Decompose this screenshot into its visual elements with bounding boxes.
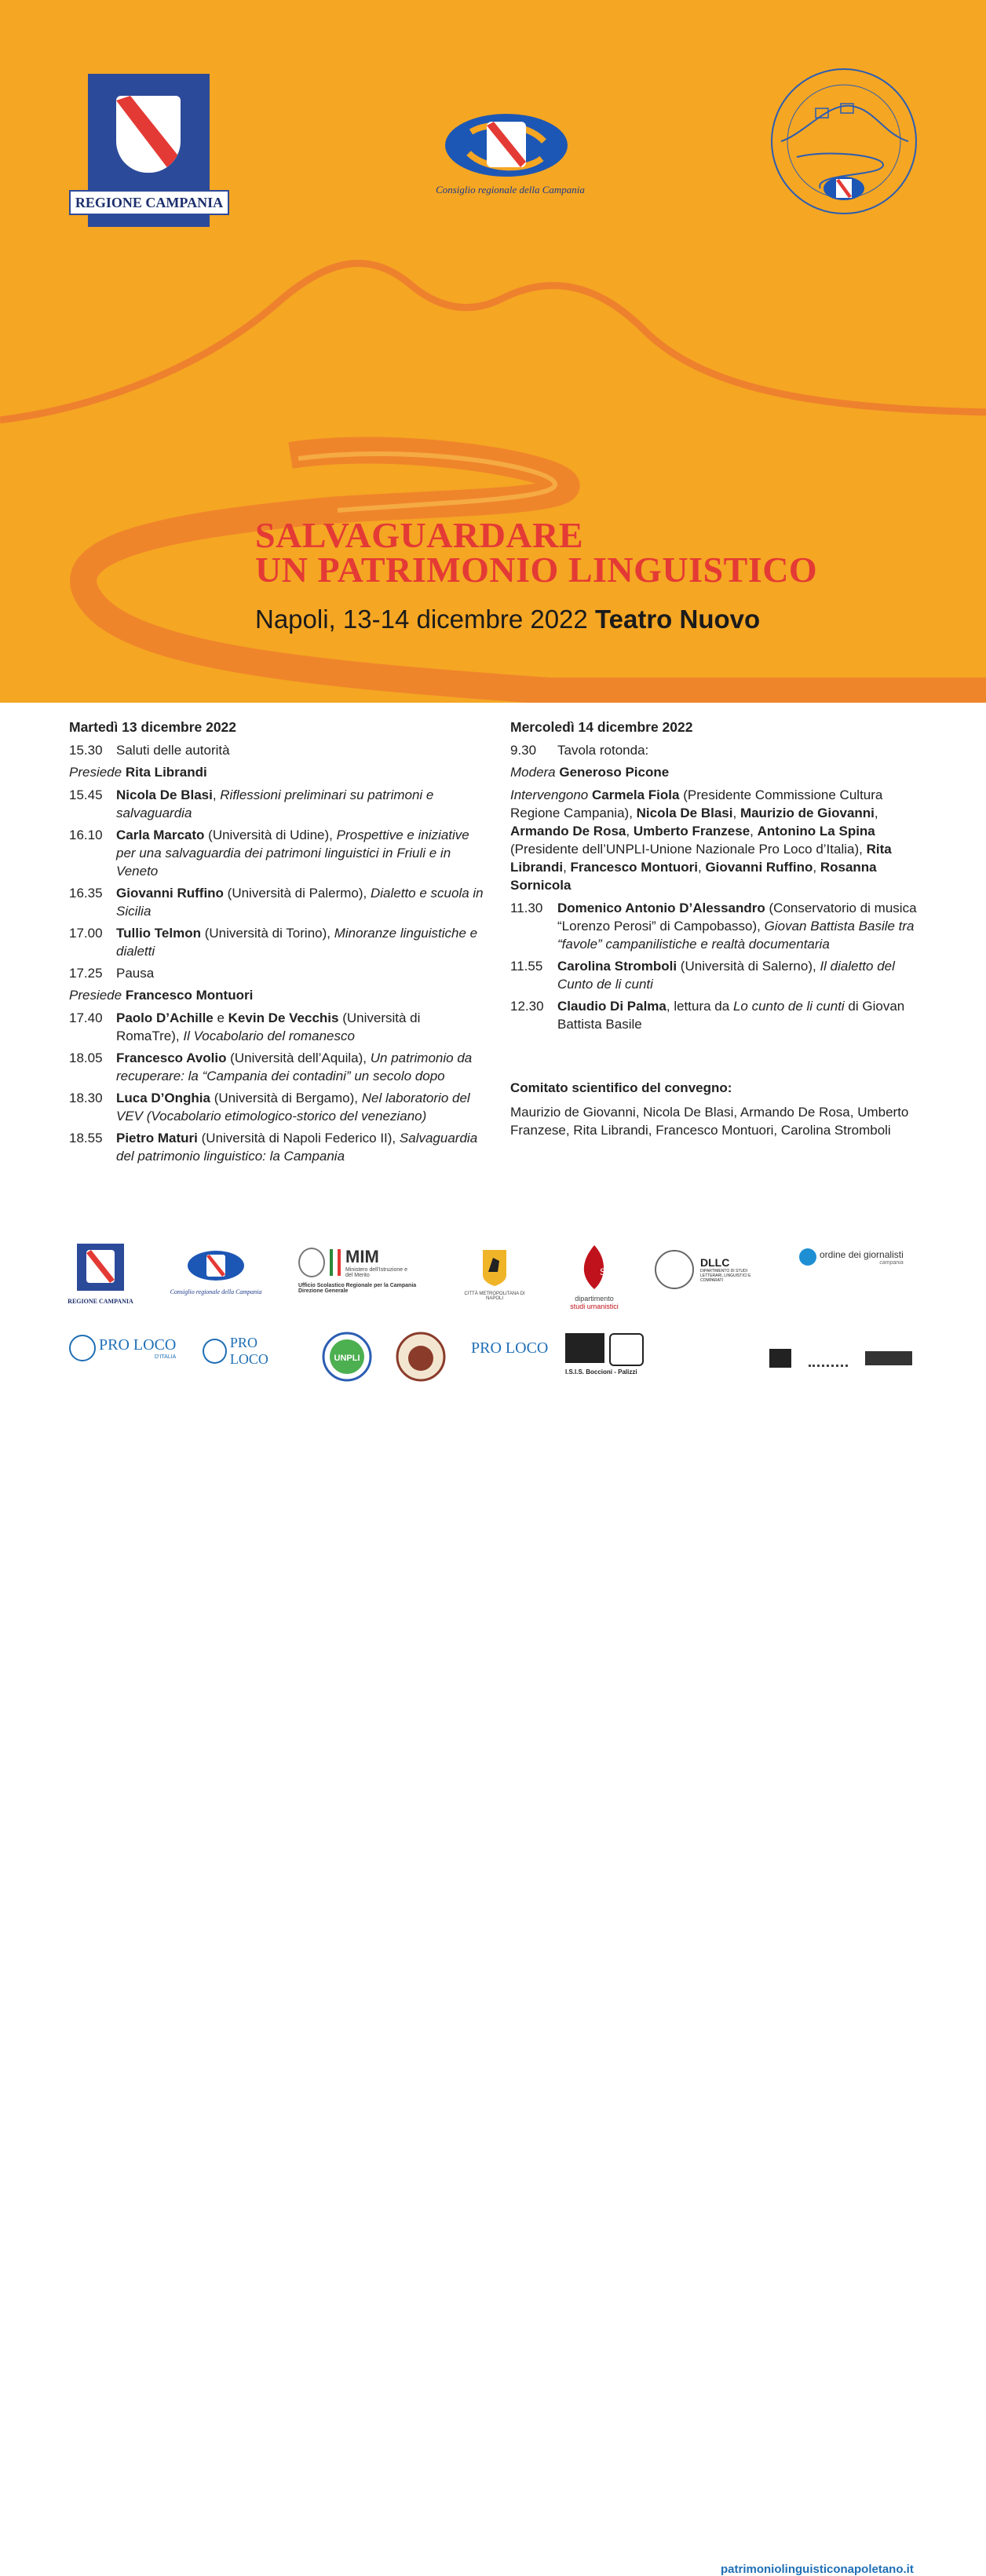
speaker-name: Rita Librandi: [510, 842, 892, 875]
speaker-name: Nicola De Blasi: [636, 806, 733, 820]
mim-logo: MIM Ministero dell’Istruzione e del Merito Ufficio Scolastico Regionale per la Campania Direzione Generale: [298, 1247, 417, 1294]
item-time: 17.00: [69, 926, 103, 941]
speaker-affiliation: (Università di Palermo),: [223, 886, 367, 901]
moderator-label: Modera: [510, 765, 556, 780]
item-time: 11.55: [510, 959, 543, 974]
item-time: 11.30: [510, 901, 543, 915]
item-time: 18.55: [69, 1131, 103, 1145]
speaker-name: Claudio Di Palma: [557, 999, 666, 1014]
talk-title: Il Vocabolario del romanesco: [183, 1029, 355, 1043]
sponsor-logos: [0, 1233, 986, 2576]
republic-emblem-icon: [298, 1248, 325, 1277]
day1-heading: Martedì 13 dicembre 2022: [69, 719, 237, 735]
committee-members: Maurizio de Giovanni, Nicola De Blasi, Armando De Rosa, Umberto Franzese, Rita Librandi, Francesco Montuori, Carolina Stromboli: [510, 1105, 909, 1138]
speaker-affiliation: (Università di Salerno),: [677, 959, 816, 974]
talk-title: Riflessioni preliminari su patrimoni e salvaguardia: [116, 787, 434, 820]
comitato-seal-icon: [765, 63, 922, 228]
programme-day1: [69, 718, 485, 1169]
poster-header: [0, 0, 986, 703]
speaker-name: Carolina Stromboli: [557, 959, 677, 974]
speaker-name: Giovanni Ruffino: [116, 886, 224, 901]
su-mark: SU: [600, 1266, 613, 1277]
campania-shield-icon: [116, 96, 181, 173]
speaker-name: Paolo D’Achille: [116, 1010, 214, 1025]
speaker-name: Domenico Antonio D’Alessandro: [557, 901, 765, 915]
speaker-affiliation: (Università di Bergamo),: [210, 1091, 358, 1105]
regione-campania-label: REGIONE CAMPANIA: [69, 190, 229, 215]
speaker-name: Kevin De Vecchis: [228, 1010, 339, 1025]
speaker-affiliation: (Università di Napoli Federico II),: [197, 1131, 396, 1145]
day2-heading: Mercoledì 14 dicembre 2022: [510, 719, 693, 735]
speaker-name: Pietro Maturi: [116, 1131, 198, 1145]
proloco-campania-logo: PRO LOCO: [203, 1335, 297, 1371]
event-title-line2: UN PATRIMONIO LINGUISTICO: [255, 550, 818, 590]
website-link[interactable]: patrimoniolinguisticonapoletano.it: [721, 2563, 914, 2576]
speaker-note: (Presidente dell’UNPLI-Unione Nazionale Pro Loco d’Italia),: [510, 842, 867, 857]
speaker-conjunction: e: [213, 1010, 228, 1025]
programme-item: [69, 1009, 485, 1045]
programme-item: [510, 997, 918, 1033]
programme-item: [69, 964, 485, 982]
talk-title: Il dialetto del Cunto de li cunti: [557, 959, 895, 992]
event-subtitle: [255, 605, 760, 634]
speaker-name: Francesco Montuori: [570, 860, 698, 875]
consiglio-small-logo: Consiglio regionale della Campania: [165, 1248, 267, 1303]
speaker-name: Umberto Franzese: [633, 824, 750, 839]
regione-mini-icon: [769, 1349, 791, 1368]
speaker-name: Giovanni Ruffino: [705, 860, 813, 875]
item-text: , lettura da: [666, 999, 733, 1014]
chair-name: Rita Librandi: [125, 765, 207, 780]
dllc-seal-icon: [655, 1250, 694, 1289]
programme-item: [69, 741, 485, 759]
speaker-name: Rosanna Sornicola: [510, 860, 877, 893]
speaker-note: (Presidente Commissione Cultura Regione Campania),: [510, 787, 883, 820]
unpli-napoli-logo: [322, 1332, 372, 1382]
speaker-name: Luca D’Onghia: [116, 1091, 210, 1105]
item-time: 18.05: [69, 1050, 103, 1065]
item-time: 17.40: [69, 1010, 103, 1025]
speaker-affiliation: (Università di Udine),: [204, 828, 333, 842]
proloco-napoli-seal: [396, 1332, 446, 1382]
partner-mini-icon: [809, 1350, 848, 1367]
dllc-logo: DLLC DIPARTIMENTO DI STUDI LETTERARI, LINGUISTICI E COMPARATI: [655, 1250, 772, 1297]
item-text: di Giovan Battista Basile: [557, 999, 905, 1032]
speaker-name: Tullio Telmon: [116, 926, 201, 941]
proloco-italia-logo: PRO LOCO D’ITALIA: [69, 1335, 179, 1371]
moderator-line: [510, 763, 918, 781]
chair-label: Presiede: [69, 988, 122, 1003]
item-time: 16.35: [69, 886, 103, 901]
item-time: 9.30: [510, 743, 537, 758]
school-building-icon: [565, 1333, 604, 1363]
citta-metropolitana-logo: CITTÀ METROPOLITANA DI NAPOLI: [463, 1248, 526, 1311]
programme-item: [69, 1089, 485, 1125]
studi-umanistici-logo: SU dipartimento studi umanistici: [559, 1244, 630, 1322]
work-title: Lo cunto de li cunti: [732, 999, 845, 1014]
consiglio-regionale-logo: [428, 110, 585, 204]
talk-title: Minoranze linguistiche e dialetti: [116, 926, 478, 959]
item-text: Saluti delle autorità: [116, 743, 230, 758]
item-time: 12.30: [510, 999, 544, 1014]
roundtable-speakers: Intervengono Carmela Fiola (Presidente Commissione Cultura Regione Campania), Nicola De Blasi, Maurizio de Giovanni, Armando De Rosa, Umberto Franzese, Antonino La Spina (Presidente dell’UNPLI-Unione Nazionale Pro Loco d’Italia), Rita Librandi, Francesco Montuori, Giovanni Ruffino, Rosanna Sornicola: [510, 787, 892, 893]
speaker-name: Antonino La Spina: [757, 824, 875, 839]
speaker-name: Carla Marcato: [116, 828, 205, 842]
event-title-line1: SALVAGUARDARE: [255, 515, 584, 555]
speaker-name: Francesco Avolio: [116, 1050, 227, 1065]
regione-campania-small-logo: REGIONE CAMPANIA: [64, 1244, 137, 1306]
programme-item: [510, 741, 918, 759]
programme-item: [69, 1049, 485, 1085]
speaker-name: Carmela Fiola: [591, 787, 680, 802]
speaker-affiliation: (Università dell’Aquila),: [226, 1050, 367, 1065]
event-venue: Teatro Nuovo: [594, 605, 761, 634]
chair-label: Presiede: [69, 765, 122, 780]
event-place-date: Napoli, 13-14 dicembre 2022: [255, 605, 588, 634]
programme-item: [510, 899, 918, 953]
proloco-villaricca-logo: PRO LOCO: [471, 1339, 549, 1357]
programme-item: [69, 1129, 485, 1165]
chair-line: [69, 986, 485, 1004]
talk-title: Nel laboratorio del VEV (Vocabolario etimologico-storico del veneziano): [116, 1091, 470, 1124]
giornalisti-icon: [799, 1248, 816, 1266]
chair-name: Francesco Montuori: [125, 988, 254, 1003]
horse-icon: [609, 1333, 644, 1366]
consiglio-emblem-icon: [428, 110, 585, 181]
ordine-giornalisti-logo: ordine dei giornalisti campania: [799, 1248, 940, 1280]
item-time: 15.30: [69, 743, 103, 758]
chair-line: [69, 763, 485, 781]
speakers-label: Intervengono: [510, 787, 589, 802]
programme-day2: [510, 718, 918, 1139]
consiglio-caption: Consiglio regionale della Campania: [436, 184, 585, 195]
partner-mini-icon: [865, 1351, 912, 1365]
svg-text:UNPLI: UNPLI: [334, 1354, 360, 1363]
programme-item: [69, 884, 485, 920]
small-partner-logos: [769, 1349, 926, 1371]
speaker-affiliation: (Università di RomaTre),: [116, 1010, 421, 1043]
programme-item: 15.45 Nicola De Blasi, Riflessioni preliminari su patrimoni e salvaguardia: [69, 787, 434, 820]
item-time: 17.25: [69, 966, 103, 981]
item-text: Pausa: [116, 966, 155, 981]
programme-item: [69, 924, 485, 960]
speaker-affiliation: (Università di Torino),: [200, 926, 330, 941]
speaker-name: Armando De Rosa: [510, 824, 626, 839]
item-time: 16.10: [69, 828, 103, 842]
speaker-name: Nicola De Blasi: [116, 787, 213, 802]
unpli-icon: [69, 1335, 96, 1361]
speaker-affiliation: (Conservatorio di musica “Lorenzo Perosi” di Campobasso),: [557, 901, 917, 934]
programme-item: [510, 957, 918, 993]
item-time: 15.45: [69, 787, 103, 802]
committee-heading: Comitato scientifico del convegno:: [510, 1080, 732, 1095]
moderator-name: Generoso Picone: [559, 765, 670, 780]
talk-title: Un patrimonio da recuperare: la “Campania dei contadini” un secolo dopo: [116, 1050, 473, 1083]
programme-item: [69, 826, 485, 880]
isis-boccioni-palizzi-logo: I.S.I.S. Boccioni - Palizzi: [565, 1333, 667, 1380]
talk-title: Giovan Battista Basile tra “favole” campanilistiche e realtà documentaria: [557, 919, 915, 952]
item-time: 18.30: [69, 1091, 103, 1105]
item-text: Tavola rotonda:: [557, 743, 649, 758]
talk-title: Salvaguardia del patrimonio linguistico: la Campania: [116, 1131, 478, 1164]
talk-title: Prospettive e iniziative per una salvaguardia dei patrimoni linguistici in Friuli e in Veneto: [116, 828, 469, 879]
talk-title: Dialetto e scuola in Sicilia: [116, 886, 484, 919]
speaker-name: Maurizio de Giovanni: [740, 806, 875, 820]
event-title: [255, 515, 818, 590]
regione-campania-logo: [75, 74, 224, 227]
comitato-scientifico-seal: [765, 63, 922, 236]
unpli-icon: [203, 1339, 227, 1364]
